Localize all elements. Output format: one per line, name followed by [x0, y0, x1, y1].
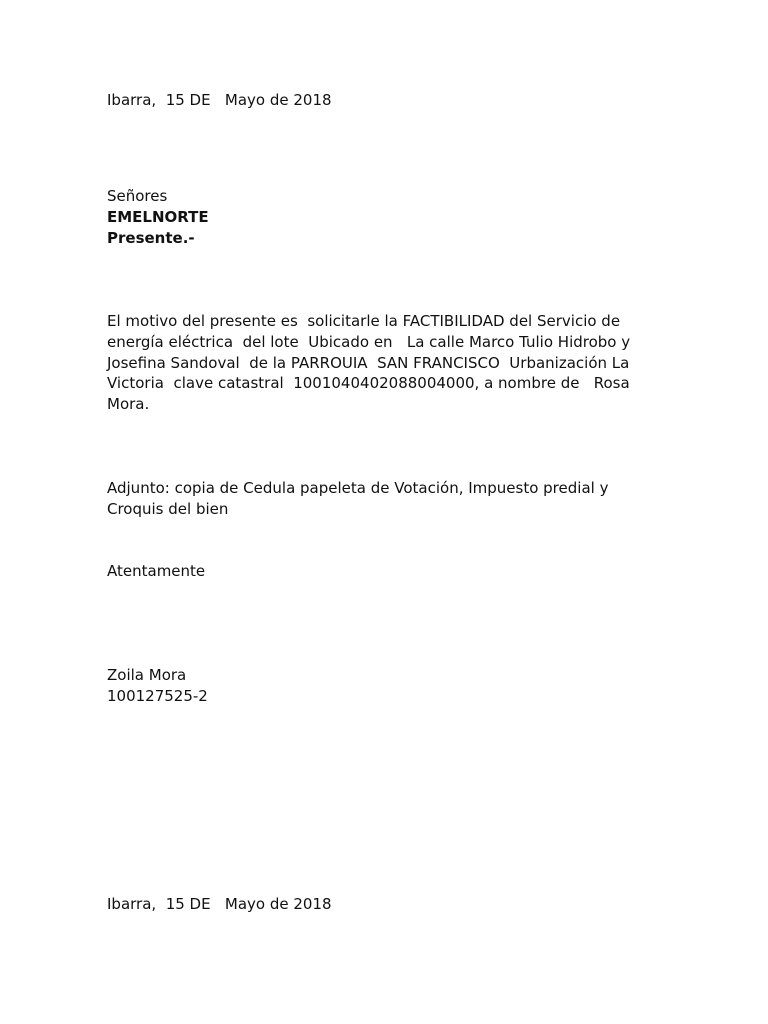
signer-id: 100127525-2	[107, 687, 208, 705]
signer-name: Zoila Mora	[107, 666, 187, 684]
body-line: Victoria clave catastral 1001040402088004000, a nombre de Rosa	[107, 374, 630, 393]
attachment-line: Croquis del bien	[107, 499, 229, 518]
body-line: Josefina Sandoval de la PARROUIA SAN FRANCISCO Urbanización La	[107, 353, 630, 372]
recipient-name: EMELNORTE	[107, 208, 209, 226]
footer-date-line: Ibarra, 15 DE Mayo de 2018	[107, 895, 332, 913]
attachment-line: Adjunto: copia de Cedula papeleta de Votación, Impuesto predial y	[107, 479, 609, 497]
body-line: energía eléctrica del lote Ubicado en La calle Marco Tulio Hidrobo y	[107, 332, 631, 351]
body-paragraph	[107, 311, 647, 415]
closing: Atentamente	[107, 562, 206, 580]
body-line: Mora.	[107, 395, 150, 414]
presente-line: Presente.-	[107, 229, 195, 247]
body-line: El motivo del presente es solicitarle la FACTIBILIDAD del Servicio de	[107, 312, 621, 330]
salutation: Señores	[107, 187, 168, 205]
date-line: Ibarra, 15 DE Mayo de 2018	[107, 91, 332, 109]
attachment-paragraph	[107, 478, 647, 520]
